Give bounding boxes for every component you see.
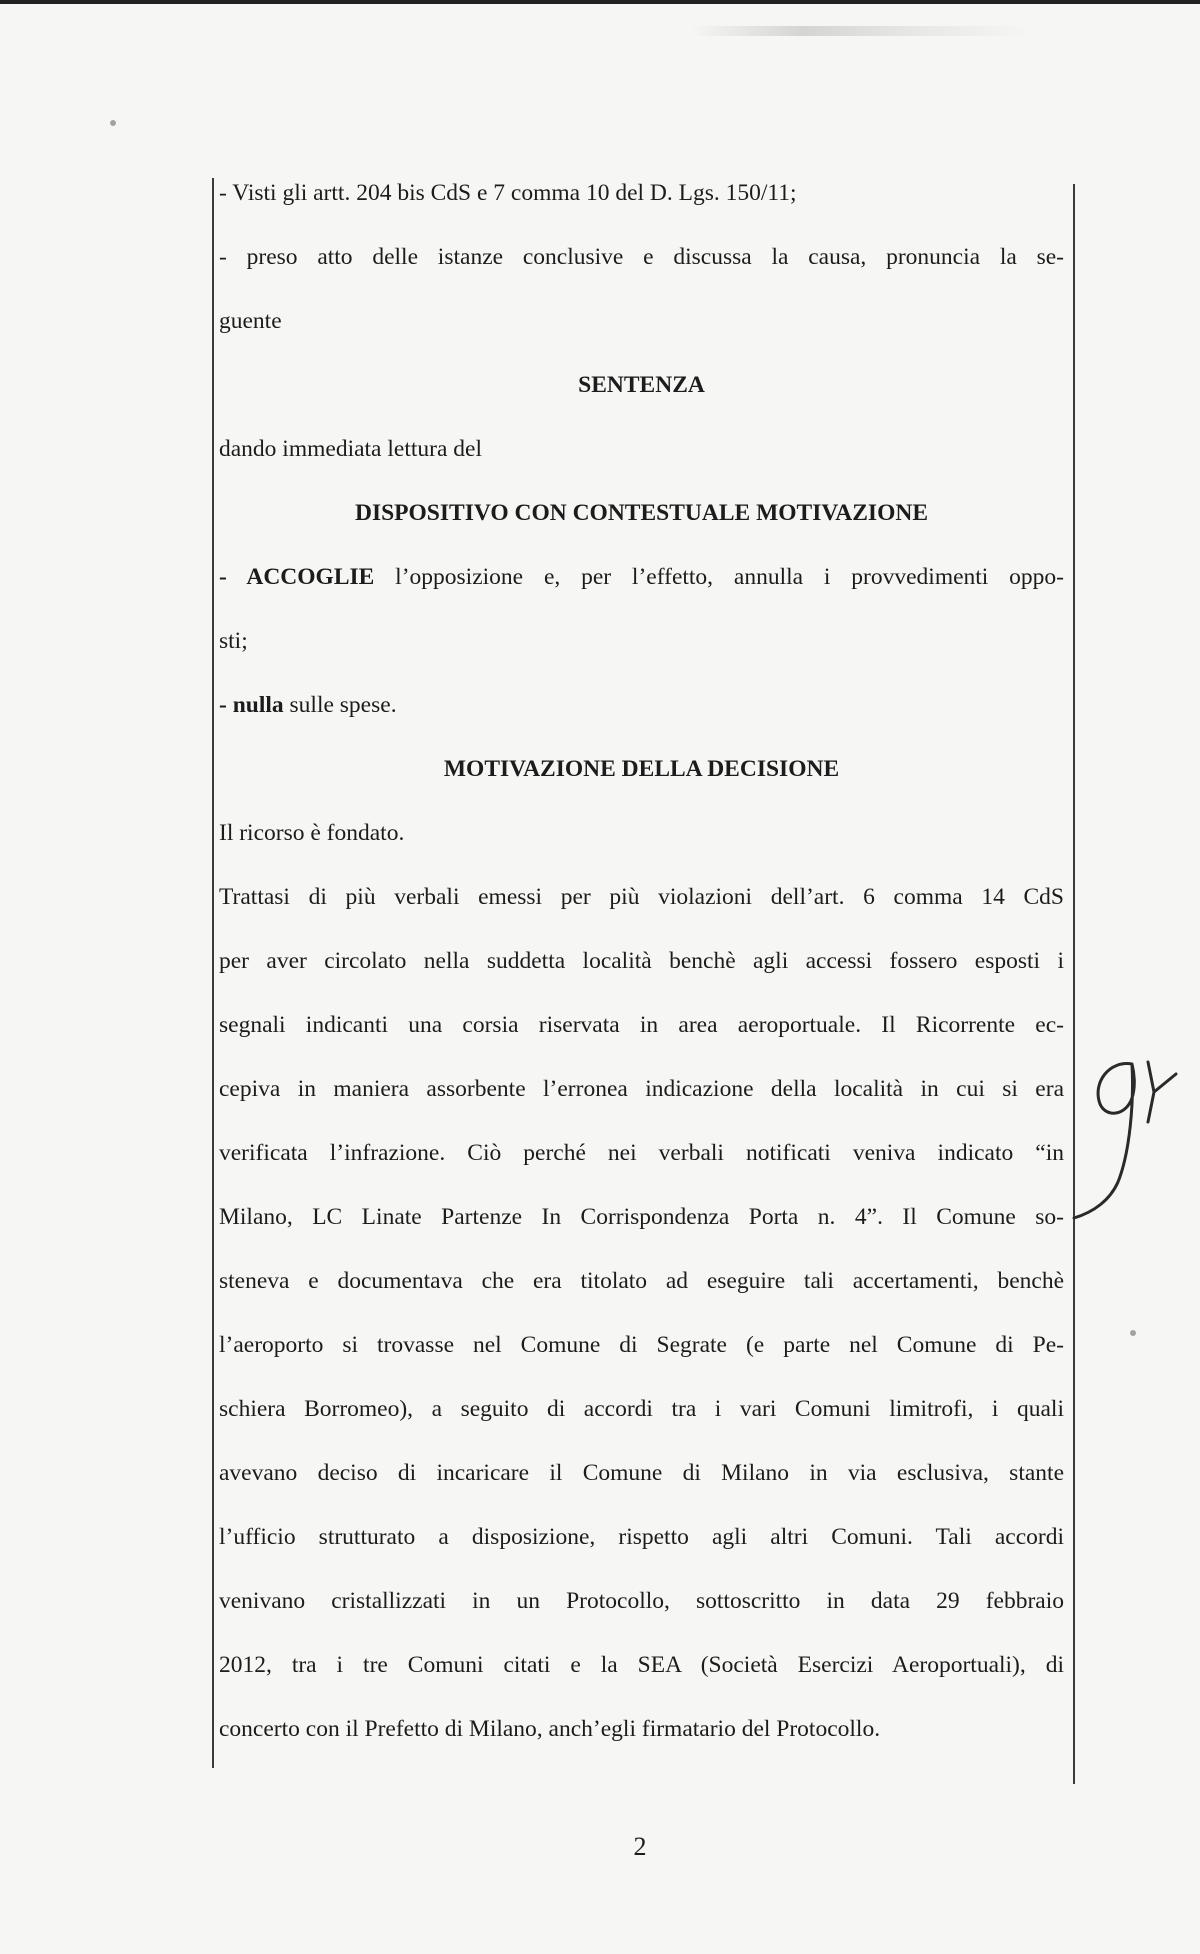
- text-line: steneva e documentava che era titolato ad eseguire tali accertamenti, benchè: [219, 1268, 1064, 1294]
- text-line: Milano, LC Linate Partenze In Corrispondenza Porta n. 4”. Il Comune so-: [219, 1204, 1064, 1230]
- text-line: Trattasi di più verbali emessi per più violazioni dell’art. 6 comma 14 CdS: [219, 884, 1064, 910]
- text-line: verificata l’infrazione. Ciò perché nei verbali notificati veniva indicato “in: [219, 1140, 1064, 1166]
- text-line: - preso atto delle istanze conclusive e discussa la causa, pronuncia la se-: [219, 244, 1064, 270]
- line-text: sulle spese.: [283, 692, 397, 718]
- text-line: dando immediata lettura del: [219, 436, 482, 462]
- text-line: segnali indicanti una corsia riservata in area aeroportuale. Il Ricorrente ec-: [219, 1012, 1064, 1038]
- bold-lead: - nulla: [219, 692, 284, 718]
- text-line: schiera Borromeo), a seguito di accordi tra i vari Comuni limitrofi, i quali: [219, 1396, 1064, 1422]
- page-number: 2: [633, 1832, 647, 1861]
- scan-smudge: [690, 26, 1030, 36]
- scan-speck: [110, 120, 116, 126]
- text-line: 2012, tra i tre Comuni citati e la SEA (Società Esercizi Aeroportuali), di: [219, 1652, 1064, 1678]
- text-line: Il ricorso è fondato.: [219, 820, 405, 846]
- document-body: [219, 168, 1064, 1768]
- handwritten-initials-icon: [1070, 1042, 1190, 1242]
- text-line: - Visti gli artt. 204 bis CdS e 7 comma 10 del D. Lgs. 150/11;: [219, 180, 797, 206]
- bold-lead: - ACCOGLIE: [219, 564, 375, 590]
- text-line: [219, 552, 1064, 616]
- text-line: l’ufficio strutturato a disposizione, rispetto agli altri Comuni. Tali accordi: [219, 1524, 1064, 1550]
- text-line: sti;: [219, 628, 248, 654]
- line-text: l’opposizione e, per l’effetto, annulla i provvedimenti oppo-: [374, 564, 1064, 590]
- text-line: guente: [219, 308, 282, 334]
- text-line: concerto con il Prefetto di Milano, anch’egli firmatario del Protocollo.: [219, 1716, 881, 1742]
- text-line: per aver circolato nella suddetta località benchè agli accessi fossero esposti i: [219, 948, 1064, 974]
- section-heading: SENTENZA: [578, 372, 705, 398]
- scan-speck: [1130, 1330, 1136, 1336]
- text-line: [219, 680, 1064, 744]
- text-line: avevano deciso di incaricare il Comune di Milano in via esclusiva, stante: [219, 1460, 1064, 1486]
- left-margin-rule: [212, 178, 214, 1768]
- scan-top-edge: [0, 0, 1200, 4]
- section-heading: DISPOSITIVO CON CONTESTUALE MOTIVAZIONE: [354, 500, 929, 526]
- right-margin-rule: [1073, 184, 1075, 1784]
- text-line: cepiva in maniera assorbente l’erronea indicazione della località in cui si era: [219, 1076, 1064, 1102]
- text-line: venivano cristallizzati in un Protocollo, sottoscritto in data 29 febbraio: [219, 1588, 1064, 1614]
- text-line: l’aeroporto si trovasse nel Comune di Segrate (e parte nel Comune di Pe-: [219, 1332, 1064, 1358]
- section-heading: MOTIVAZIONE DELLA DECISIONE: [443, 756, 840, 782]
